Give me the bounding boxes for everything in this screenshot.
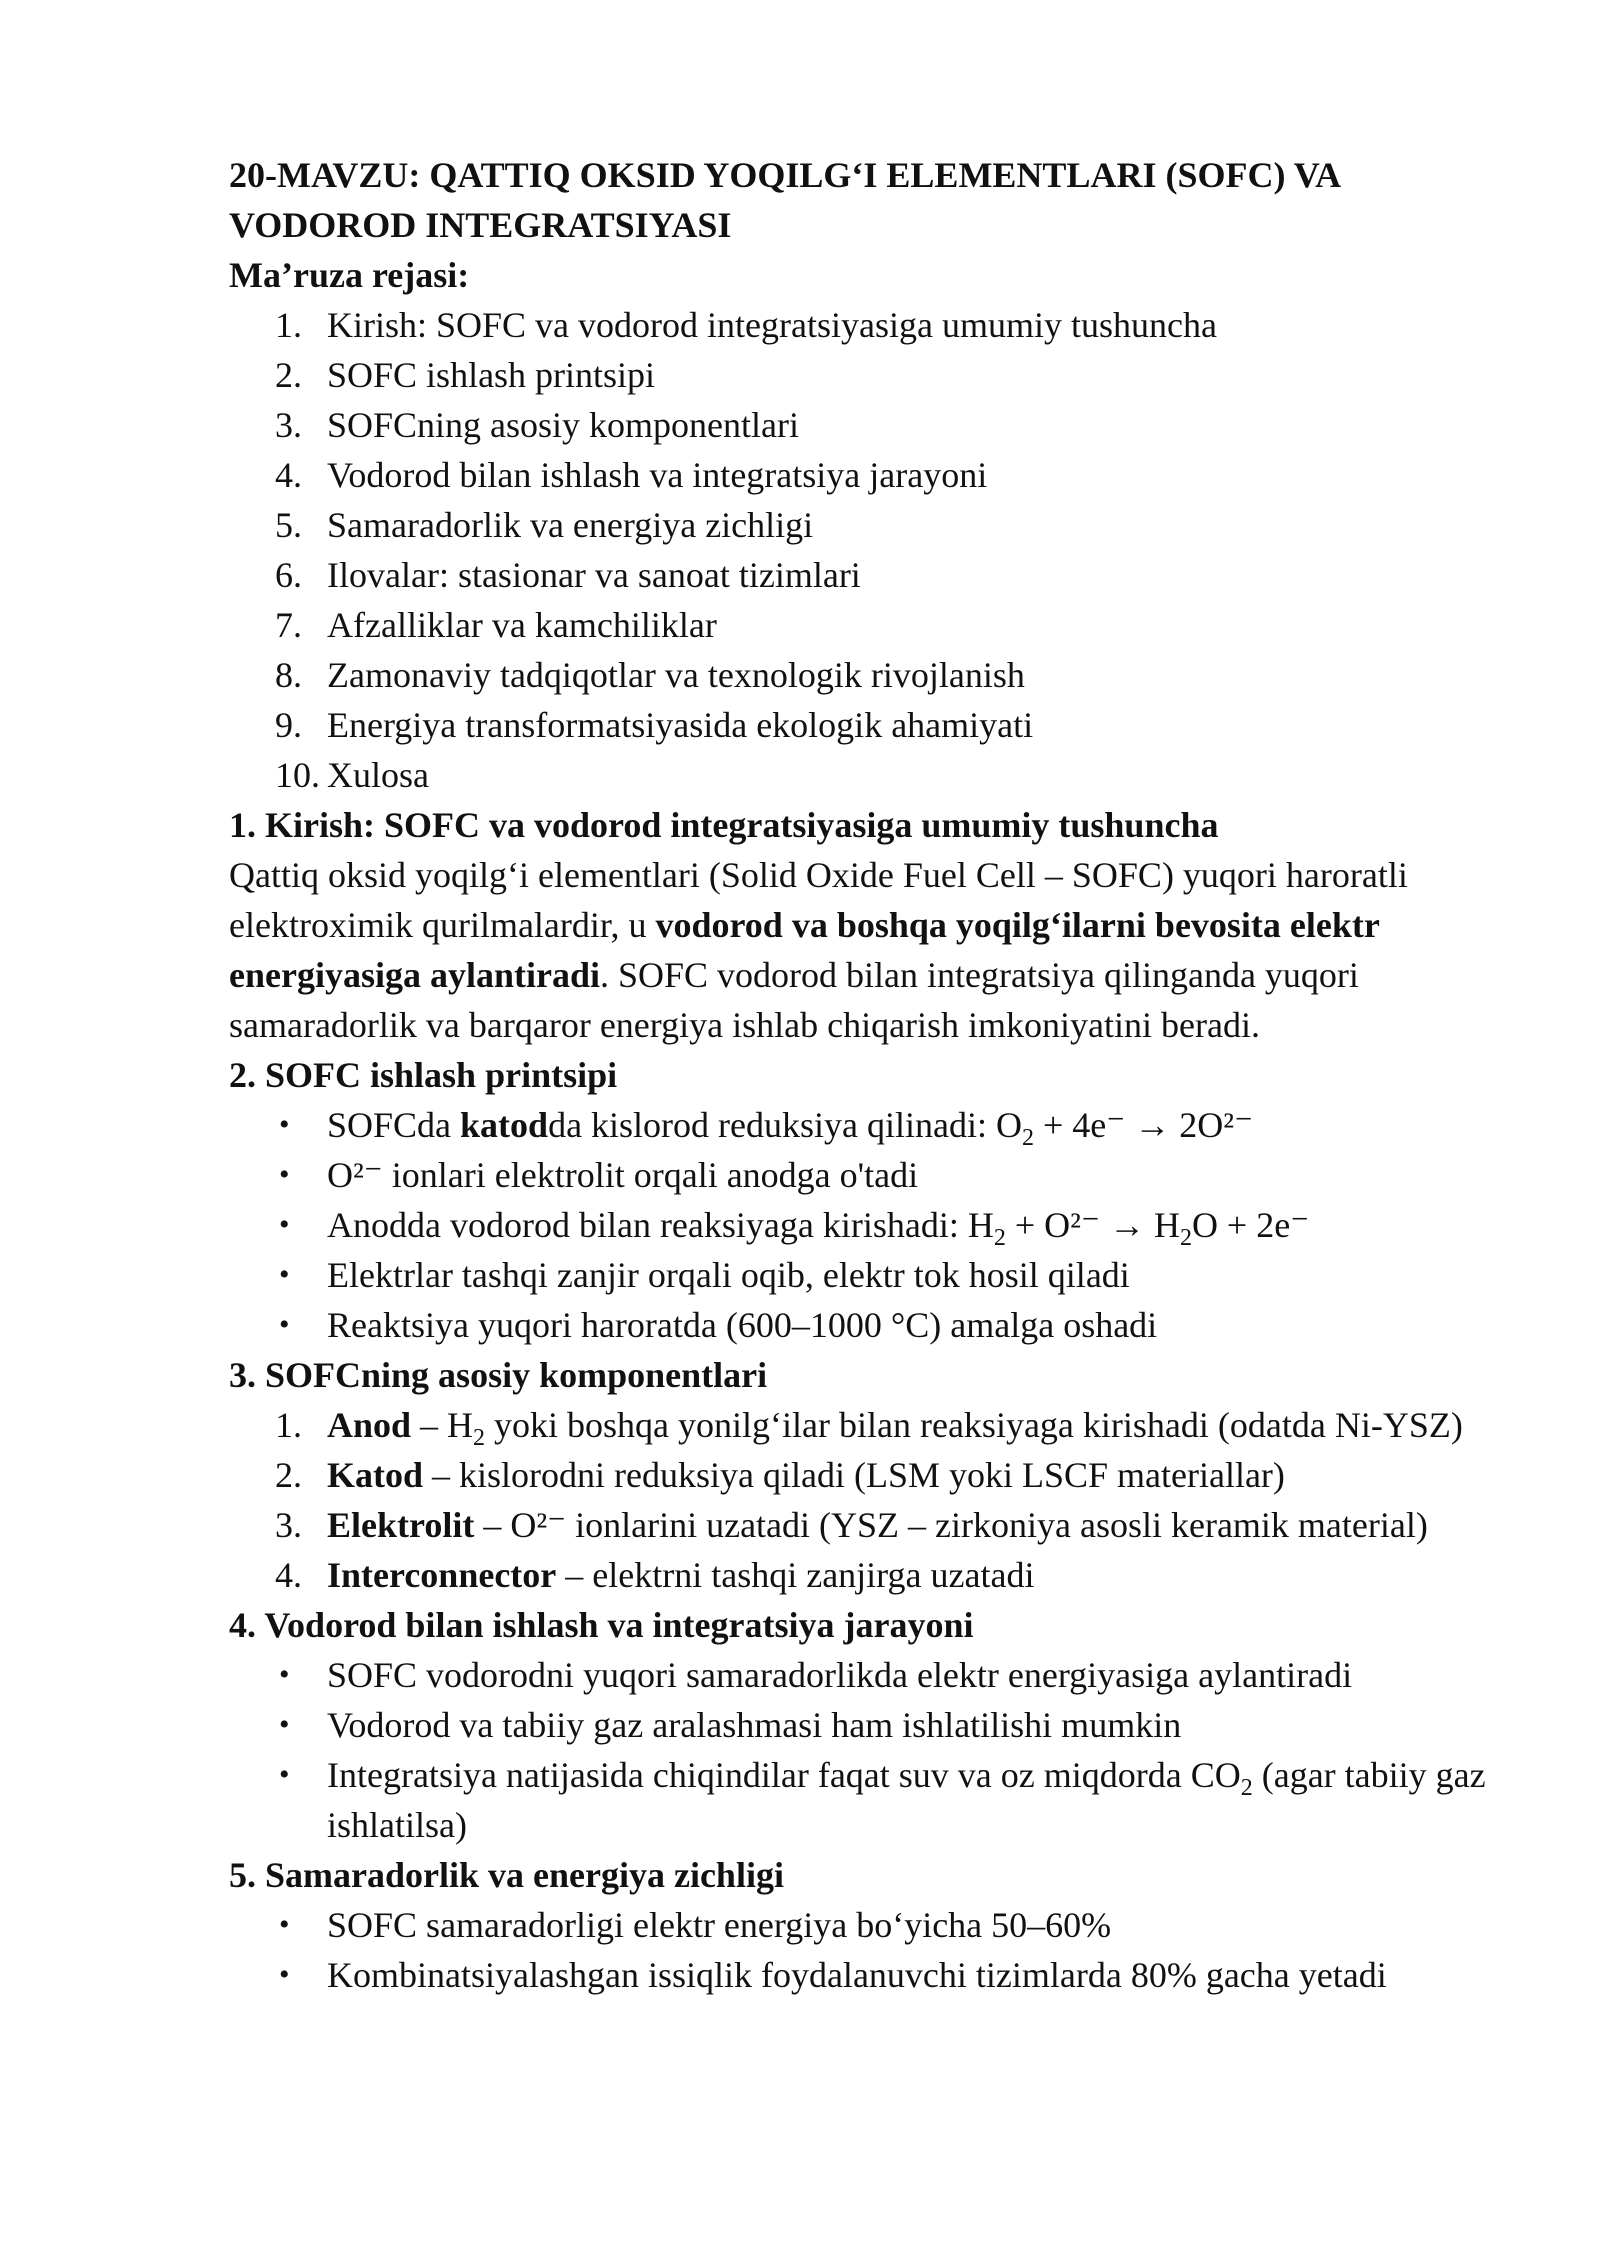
bullet-icon: • <box>279 1308 290 1341</box>
plan-item-text: Energiya transformatsiyasida ekologik ahamiyati <box>327 705 1034 745</box>
plan-item-text: Kirish: SOFC va vodorod integratsiyasiga umumiy tushuncha <box>327 305 1217 345</box>
plan-item-number: 4. <box>275 455 302 495</box>
plan-item-number: 7. <box>275 605 302 645</box>
list-item <box>229 1100 1489 1150</box>
item-text: O²⁻ ionlari elektrolit orqali anodga o'tadi <box>327 1155 919 1195</box>
item-number: 2. <box>275 1455 302 1495</box>
list-item <box>229 1900 1489 1950</box>
item-bold-text: Anod <box>327 1405 412 1445</box>
section-4-list <box>229 1650 1489 1850</box>
section-3-heading: 3. SOFCning asosiy komponentlari <box>229 1355 768 1395</box>
plan-item-text: Afzalliklar va kamchiliklar <box>327 605 717 645</box>
item-text: O + 2e⁻ <box>1191 1205 1310 1245</box>
bullet-icon: • <box>279 1258 290 1291</box>
plan-item <box>229 600 1489 650</box>
item-bold-text: katod <box>460 1105 549 1145</box>
paragraph-text: . SOFC vodorod bilan integratsiya qilinganda yuqori samaradorlik va barqaror energiya ishlab chiqarish imkoniyatini beradi. <box>229 955 1359 1045</box>
item-text: da kislorod reduksiya qilinadi: O <box>548 1105 1022 1145</box>
plan-heading: Ma’ruza rejasi: <box>229 255 470 295</box>
item-text: Anodda vodorod bilan reaksiyaga kirishadi: H <box>327 1205 994 1245</box>
item-text: Elektrlar tashqi zanjir orqali oqib, elektr tok hosil qiladi <box>327 1255 1130 1295</box>
plan-item <box>229 450 1489 500</box>
title-line-1: 20-MAVZU: QATTIQ OKSID YOQILG‘I ELEMENTLARI (SOFC) VA <box>229 155 1342 195</box>
plan-item-text: Ilovalar: stasionar va sanoat tizimlari <box>327 555 861 595</box>
plan-item-number: 5. <box>275 505 302 545</box>
list-item <box>229 1200 1489 1250</box>
plan-item-number: 1. <box>275 305 302 345</box>
plan-item-number: 10. <box>275 755 320 795</box>
section-1-paragraph <box>229 850 1489 1050</box>
plan-item <box>229 300 1489 350</box>
item-text: Kombinatsiyalashgan issiqlik foydalanuvchi tizimlarda 80% gacha yetadi <box>327 1955 1387 1995</box>
plan-item-number: 9. <box>275 705 302 745</box>
plan-item <box>229 700 1489 750</box>
title-line-2: VODOROD INTEGRATSIYASI <box>229 205 732 245</box>
item-text: – elektrni tashqi zanjirga uzatadi <box>556 1555 1035 1595</box>
subscript: 2 <box>1240 1775 1253 1801</box>
item-text: SOFCda <box>327 1105 461 1145</box>
bullet-icon: • <box>279 1658 290 1691</box>
subscript: 2 <box>1022 1125 1034 1151</box>
bullet-icon: • <box>279 1758 290 1791</box>
section-2-heading: 2. SOFC ishlash printsipi <box>229 1055 618 1095</box>
item-bold-text: Interconnector <box>327 1555 557 1595</box>
plan-item-number: 3. <box>275 405 302 445</box>
section-1-heading: 1. Kirish: SOFC va vodorod integratsiyasiga umumiy tushuncha <box>229 805 1219 845</box>
subscript: 2 <box>993 1225 1006 1251</box>
list-item <box>229 1300 1489 1350</box>
plan-item <box>229 650 1489 700</box>
plan-item-text: Xulosa <box>327 755 429 795</box>
bullet-icon: • <box>279 1908 290 1941</box>
section-5-list <box>229 1900 1489 2000</box>
list-item <box>229 1150 1489 1200</box>
bullet-icon: • <box>279 1158 290 1191</box>
item-number: 1. <box>275 1405 302 1445</box>
item-text: – H <box>411 1405 474 1445</box>
plan-item-number: 6. <box>275 555 302 595</box>
item-text: (agar tabiiy gaz ishlatilsa) <box>327 1755 1486 1845</box>
list-item <box>229 1400 1489 1450</box>
item-bold-text: Katod <box>327 1455 424 1495</box>
document-title <box>229 150 1489 250</box>
section-3-list <box>229 1400 1489 1600</box>
item-text: – O²⁻ ionlarini uzatadi (YSZ – zirkoniya asosli keramik material) <box>474 1505 1428 1545</box>
item-bold-text: Elektrolit <box>327 1505 475 1545</box>
list-item <box>229 1750 1489 1850</box>
section-4-heading: 4. Vodorod bilan ishlash va integratsiya jarayoni <box>229 1605 974 1645</box>
item-number: 4. <box>275 1555 302 1595</box>
bullet-icon: • <box>279 1958 290 1991</box>
plan-item-text: Vodorod bilan ishlash va integratsiya jarayoni <box>327 455 988 495</box>
plan-item-text: SOFC ishlash printsipi <box>327 355 656 395</box>
subscript: 2 <box>473 1425 486 1451</box>
item-text: Vodorod va tabiiy gaz aralashmasi ham ishlatilishi mumkin <box>327 1705 1182 1745</box>
item-text: + 4e⁻ → 2O²⁻ <box>1034 1105 1254 1145</box>
item-text: yoki boshqa yonilg‘ilar bilan reaksiyaga kirishadi (odatda Ni-YSZ) <box>485 1405 1463 1445</box>
item-text: SOFC samaradorligi elektr energiya bo‘yicha 50–60% <box>327 1905 1112 1945</box>
bullet-icon: • <box>279 1208 290 1241</box>
item-text: Reaktsiya yuqori haroratda (600–1000 °C) amalga oshadi <box>327 1305 1158 1345</box>
plan-item <box>229 400 1489 450</box>
item-text: Integratsiya natijasida chiqindilar faqat suv va oz miqdorda CO <box>327 1755 1241 1795</box>
plan-item-text: Zamonaviy tadqiqotlar va texnologik rivojlanish <box>327 655 1025 695</box>
plan-item-number: 8. <box>275 655 302 695</box>
document-content <box>229 150 1489 2000</box>
plan-list <box>229 300 1489 800</box>
plan-item <box>229 550 1489 600</box>
list-item <box>229 1250 1489 1300</box>
list-item <box>229 1700 1489 1750</box>
plan-item <box>229 500 1489 550</box>
paragraph-bold-text: vodorod va boshqa yoqilg‘ilarni bevosita elektr energiyasiga aylantiradi <box>229 905 1380 995</box>
item-text: – kislorodni reduksiya qiladi (LSM yoki LSCF materiallar) <box>423 1455 1285 1495</box>
list-item <box>229 1550 1489 1600</box>
list-item <box>229 1450 1489 1500</box>
plan-item <box>229 750 1489 800</box>
subscript: 2 <box>1179 1225 1192 1251</box>
item-text: SOFC vodorodni yuqori samaradorlikda elektr energiyasiga aylantiradi <box>327 1655 1353 1695</box>
list-item <box>229 1950 1489 2000</box>
paragraph-text: Qattiq oksid yoqilg‘i elementlari (Solid Oxide Fuel Cell – SOFC) yuqori haroratli elektroximik qurilmalardir, u <box>229 855 1408 945</box>
list-item <box>229 1500 1489 1550</box>
item-number: 3. <box>275 1505 302 1545</box>
section-2-list <box>229 1100 1489 1350</box>
bullet-icon: • <box>279 1708 290 1741</box>
plan-item-text: SOFCning asosiy komponentlari <box>327 405 800 445</box>
list-item <box>229 1650 1489 1700</box>
plan-item-text: Samaradorlik va energiya zichligi <box>327 505 814 545</box>
plan-item <box>229 350 1489 400</box>
bullet-icon: • <box>279 1108 290 1141</box>
item-text: + O²⁻ → H <box>1005 1205 1180 1245</box>
section-5-heading: 5. Samaradorlik va energiya zichligi <box>229 1855 784 1895</box>
plan-item-number: 2. <box>275 355 302 395</box>
